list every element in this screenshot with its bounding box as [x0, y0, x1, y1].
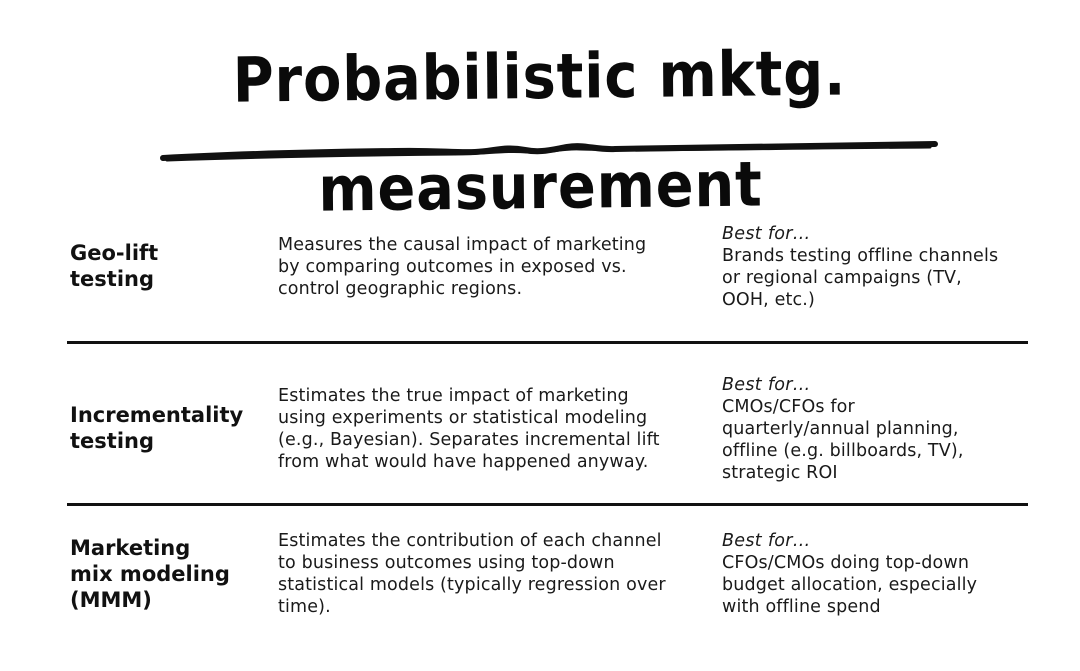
title-underline: [155, 138, 945, 172]
best-for-block: [722, 530, 1042, 618]
best-for-label: Best for…: [722, 375, 811, 395]
method-name: Marketing mix modeling (MMM): [70, 536, 230, 612]
row-divider: [67, 503, 1028, 506]
method-description: Estimates the true impact of marketing using experiments or statistical modeling (e.g., Bayesian). Separates incremental lift from what would have happened anyway.: [278, 386, 660, 472]
best-for-label: Best for…: [722, 224, 811, 244]
method-description: Measures the causal impact of marketing by comparing outcomes in exposed vs. control geographic regions.: [278, 235, 647, 299]
best-for-label: Best for…: [722, 531, 811, 551]
page-title: Probabilistic mktg. measurement: [232, 36, 847, 226]
best-for-block: [722, 374, 1042, 484]
method-description: Estimates the contribution of each channel to business outcomes using top-down statistical models (typically regression over time).: [278, 531, 666, 617]
best-for-text: CFOs/CMOs doing top-down budget allocation, especially with offline spend: [722, 553, 978, 617]
method-name: Geo-lift testing: [70, 241, 159, 291]
best-for-block: [722, 223, 1042, 311]
row-divider: [67, 341, 1028, 344]
best-for-text: Brands testing offline channels or regional campaigns (TV, OOH, etc.): [722, 246, 999, 310]
best-for-text: CMOs/CFOs for quarterly/annual planning, offline (e.g. billboards, TV), strategic ROI: [722, 397, 964, 483]
method-name: Incrementality testing: [70, 403, 244, 453]
